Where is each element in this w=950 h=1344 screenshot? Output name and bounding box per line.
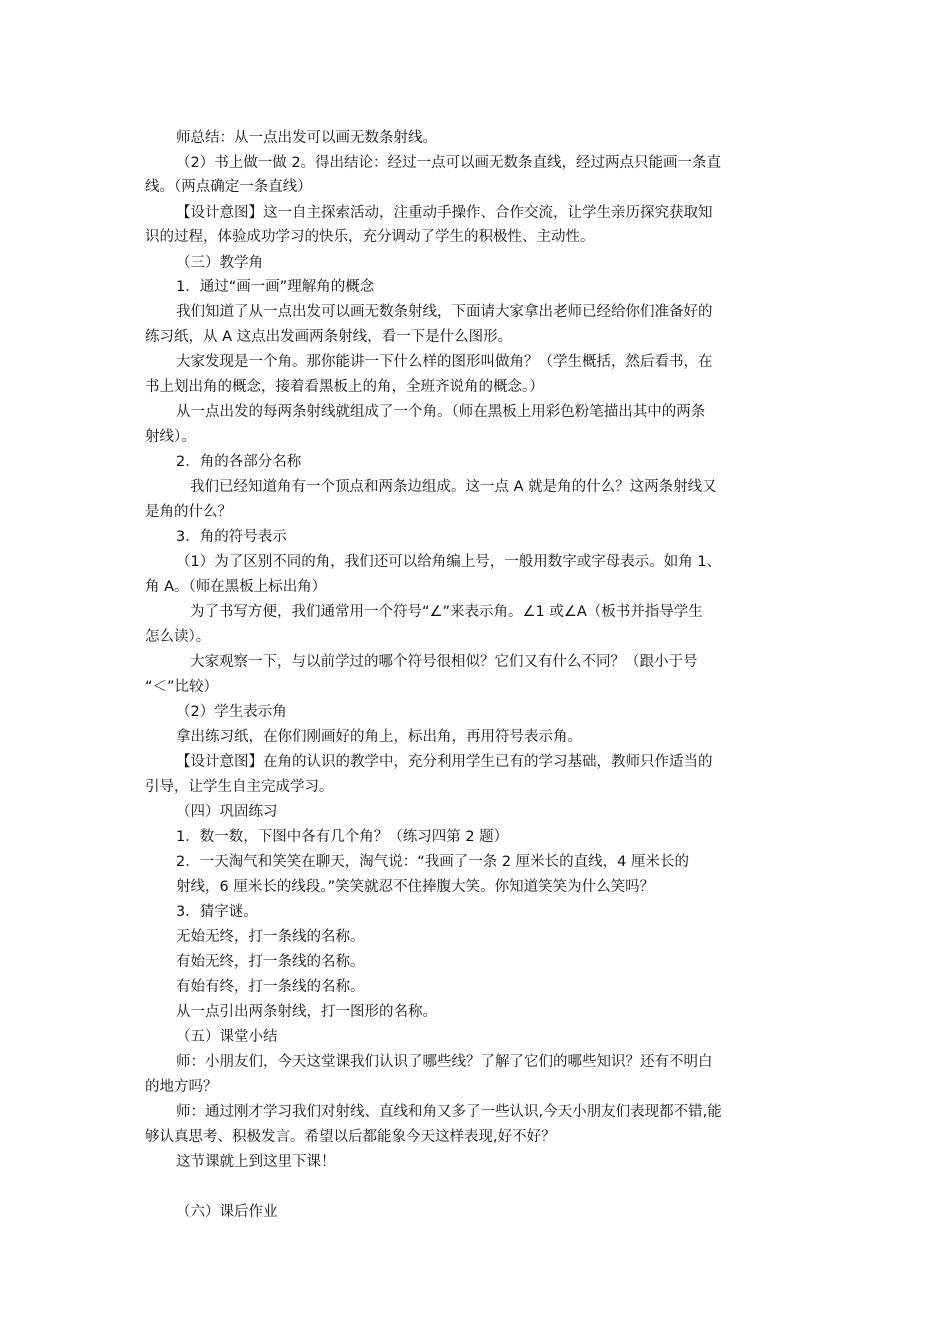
text-line: 师：小朋友们，今天这堂课我们认识了哪些线？了解了它们的哪些知识？还有不明白	[176, 1054, 713, 1070]
text-line: 有始无终，打一条线的名称。	[176, 954, 365, 970]
text-line: 角 A。（师在黑板上标出角）	[145, 579, 327, 595]
text-line: 线。（两点确定一条直线）	[145, 179, 312, 195]
text-line: 【设计意图】在角的认识的教学中，充分利用学生已有的学习基础，教师只作适当的	[176, 754, 713, 770]
text-line: “＜”比较）	[145, 679, 219, 695]
text-line: （1）为了区别不同的角，我们还可以给角编上号，一般用数字或字母表示。如角 1、	[176, 554, 722, 570]
text-line: 为了书写方便，我们通常用一个符号“∠”来表示角。∠1 或∠A（板书并指导学生	[190, 604, 703, 620]
text-line: 是角的什么？	[145, 504, 232, 520]
text-line: 2．一天淘气和笑笑在聊天，淘气说：“我画了一条 2 厘米长的直线，4 厘米长的	[176, 854, 690, 870]
section-heading: （五）课堂小结	[176, 1029, 278, 1045]
text-line: 练习纸，从 A 这点出发画两条射线，看一下是什么图形。	[145, 329, 513, 345]
text-line: 1．数一数，下图中各有几个角？（练习四第 2 题）	[176, 829, 509, 845]
text-line: 【设计意图】这一自主探索活动，注重动手操作、合作交流，让学生亲历探究获取知	[176, 205, 713, 221]
subsection-heading: （2）学生表示角	[176, 704, 287, 720]
section-heading: （三）教学角	[176, 255, 263, 271]
text-line: 大家观察一下，与以前学过的哪个符号很相似？它们又有什么不同？（跟小于号	[190, 654, 698, 670]
subsection-heading: 3．角的符号表示	[176, 529, 287, 545]
text-line: 拿出练习纸，在你们刚画好的角上，标出角，再用符号表示角。	[176, 729, 582, 745]
text-line: 怎么读）。	[145, 629, 211, 645]
text-line: 师：通过刚才学习我们对射线、直线和角又多了一些认识,今天小朋友们表现都不错,能	[176, 1104, 722, 1120]
text-line: 这节课就上到这里下课！	[176, 1154, 336, 1170]
subsection-heading: 1．通过“画一画”理解角的概念	[176, 279, 375, 295]
text-line: 射线，6 厘米长的线段。”笑笑就忍不住捧腹大笑。你知道笑笑为什么笑吗？	[176, 879, 655, 895]
text-line: 从一点引出两条射线，打一图形的名称。	[176, 1004, 437, 1020]
text-line: 从一点出发的每两条射线就组成了一个角。（师在黑板上用彩色粉笔描出其中的两条	[176, 404, 706, 420]
text-line: 够认真思考、积极发言。希望以后都能象今天这样表现,好不好？	[145, 1129, 556, 1145]
subsection-heading: 2．角的各部分名称	[176, 454, 302, 470]
text-line: 我们已经知道角有一个顶点和两条边组成。这一点 A 就是角的什么？这两条射线又	[190, 479, 717, 495]
text-line: 的地方吗？	[145, 1079, 218, 1095]
text-line: 师总结：从一点出发可以画无数条射线。	[176, 130, 437, 146]
text-line: （2）书上做一做 2。得出结论：经过一点可以画无数条直线，经过两点只能画一条直	[176, 155, 722, 171]
section-heading: （四）巩固练习	[176, 804, 278, 820]
text-line: 大家发现是一个角。那你能讲一下什么样的图形叫做角？（学生概括，然后看书，在	[176, 354, 713, 370]
text-line: 射线）。	[145, 429, 196, 445]
text-line: 我们知道了从一点出发可以画无数条射线，下面请大家拿出老师已经给你们准备好的	[176, 304, 713, 320]
text-line: 无始无终，打一条线的名称。	[176, 929, 365, 945]
section-heading: （六）课后作业	[176, 1204, 278, 1220]
text-line: 3．猜字谜。	[176, 904, 258, 920]
text-line: 有始有终，打一条线的名称。	[176, 979, 365, 995]
text-line: 引导，让学生自主完成学习。	[145, 779, 334, 795]
text-line: 书上划出角的概念，接着看黑板上的角，全班齐说角的概念。）	[145, 379, 544, 395]
text-line: 识的过程，体验成功学习的快乐，充分调动了学生的积极性、主动性。	[145, 229, 595, 245]
